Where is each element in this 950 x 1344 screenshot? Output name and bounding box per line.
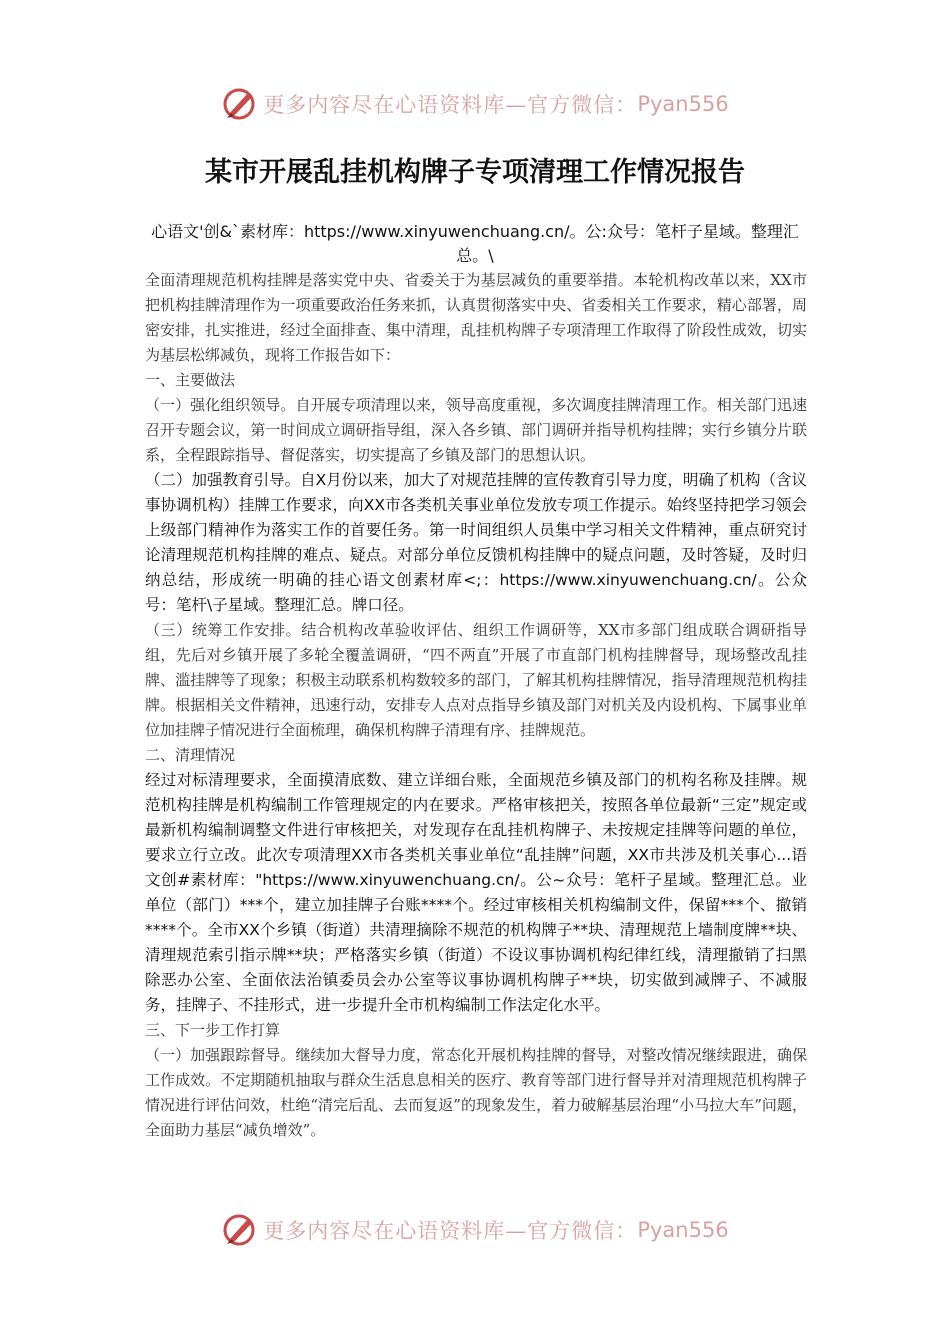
source-line: 心语文'创&`素材库：https://www.xinyuwenchuang.cn/。公:众号：笔杆子星域。整理汇总。\ <box>151 222 799 265</box>
section-heading-3: 三、下一步工作打算 <box>145 1021 281 1039</box>
intro-paragraph: 全面清理规范机构挂牌是落实党中央、省委关于为基层减负的重要举措。本轮机构改革以来，XX市把机构挂牌清理作为一项重要政治任务来抓，认真贯彻落实中央、省委相关工作要求，精心部署，周密安排，扎实推进，经过全面排查、集中清理，乱挂机构牌子专项清理工作取得了阶段性成效，切实为基层松绑减负，现将工作报告如下： <box>145 271 807 364</box>
section-heading-1: 一、主要做法 <box>145 371 236 389</box>
document-title: 某市开展乱挂机构牌子专项清理工作情况报告 <box>205 157 745 188</box>
watermark-footer <box>0 1210 950 1250</box>
paragraph-organization: （一）强化组织领导。自开展专项清理以来，领导高度重视，多次调度挂牌清理工作。相关部门迅速召开专题会议，第一时间成立调研指导组，深入各乡镇、部门调研并指导机构挂牌；实行乡镇分片联系，全程跟踪指导、督促落实，切实提高了乡镇及部门的思想认识。 <box>145 396 807 464</box>
section-heading-2: 二、清理情况 <box>145 746 236 764</box>
document-body <box>145 268 807 1143</box>
watermark-wechat-id: Pyan556 <box>637 1218 729 1242</box>
paragraph-education: （二）加强教育引导。自X月份以来，加大了对规范挂牌的宣传教育引导力度，明确了机构（含议事协调机构）挂牌工作要求，向XX市各类机关事业单位发放专项工作提示。始终坚持把学习领会上级部门精神作为落实工作的首要任务。第一时间组织人员集中学习相关文件精神，重点研究讨论清理规范机构挂牌的难点、疑点。对部分单位反馈机构挂牌中的疑点问题，及时答疑，及时归纳总结，形成统一明确的挂心语文创素材库<;：https://www.xinyuwenchuang.cn/。公众号：笔杆\子星域。整理汇总。牌口径。 <box>145 471 807 614</box>
watermark-text: 更多内容尽在心语资料库—官方微信： <box>263 1219 638 1243</box>
paragraph-supervision: （一）加强跟踪督导。继续加大督导力度，常态化开展机构挂牌的督导，对整改情况继续跟进，确保工作成效。不定期随机抽取与群众生活息息相关的医疗、教育等部门进行督导并对清理规范机构牌子情况进行评估问效，杜绝“清完后乱、去而复返”的现象发生，着力破解基层治理“小马拉大车”问题，全面助力基层“减负增效”。 <box>145 1046 807 1139</box>
watermark-text: 更多内容尽在心语资料库—官方微信： <box>263 93 638 117</box>
pen-logo-icon <box>221 1212 257 1248</box>
paragraph-arrangement: （三）统筹工作安排。结合机构改革验收评估、组织工作调研等，XX市多部门组成联合调研指导组，先后对乡镇开展了多轮全覆盖调研，“四不两直”开展了市直部门机构挂牌督导，现场整改乱挂牌、滥挂牌等了现象；积极主动联系机构数较多的部门，了解其机构挂牌情况，指导清理规范机构挂牌。根据相关文件精神，迅速行动，安排专人点对点指导乡镇及部门对机关及内设机构、下属事业单位加挂牌子情况进行全面梳理，确保机构牌子清理有序、挂牌规范。 <box>145 621 807 739</box>
watermark-header <box>0 84 950 124</box>
paragraph-cleanup: 经过对标清理要求，全面摸清底数、建立详细台账，全面规范乡镇及部门的机构名称及挂牌。规范机构挂牌是机构编制工作管理规定的内在要求。严格审核把关，按照各单位最新“三定”规定或最新机构编制调整文件进行审核把关，对发现存在乱挂机构牌子、未按规定挂牌等问题的单位，要求立行立改。此次专项清理XX市各类机关事业单位“乱挂牌”问题，XX市共涉及机关事心...语文创#素材库："https://www.xinyuwenchuang.cn/。公~众号：笔杆子星域。整理汇总。业单位（部门）***个，建立加挂牌子台账****个。经过审核相关机构编制文件，保留***个、撤销****个。全市XX个乡镇（街道）共清理摘除不规范的机构牌子**块、清理规范上墙制度牌**块、清理规范索引指示牌**块；严格落实乡镇（街道）不设议事协调机构纪律红线，清理撤销了扫黑除恶办公室、全面依法治镇委员会办公室等议事协调机构牌子**块，切实做到减牌子、不减服务，挂牌子、不挂形式，进一步提升全市机构编制工作法定化水平。 <box>145 771 807 1014</box>
watermark-wechat-id: Pyan556 <box>637 92 729 116</box>
pen-logo-icon <box>221 86 257 122</box>
